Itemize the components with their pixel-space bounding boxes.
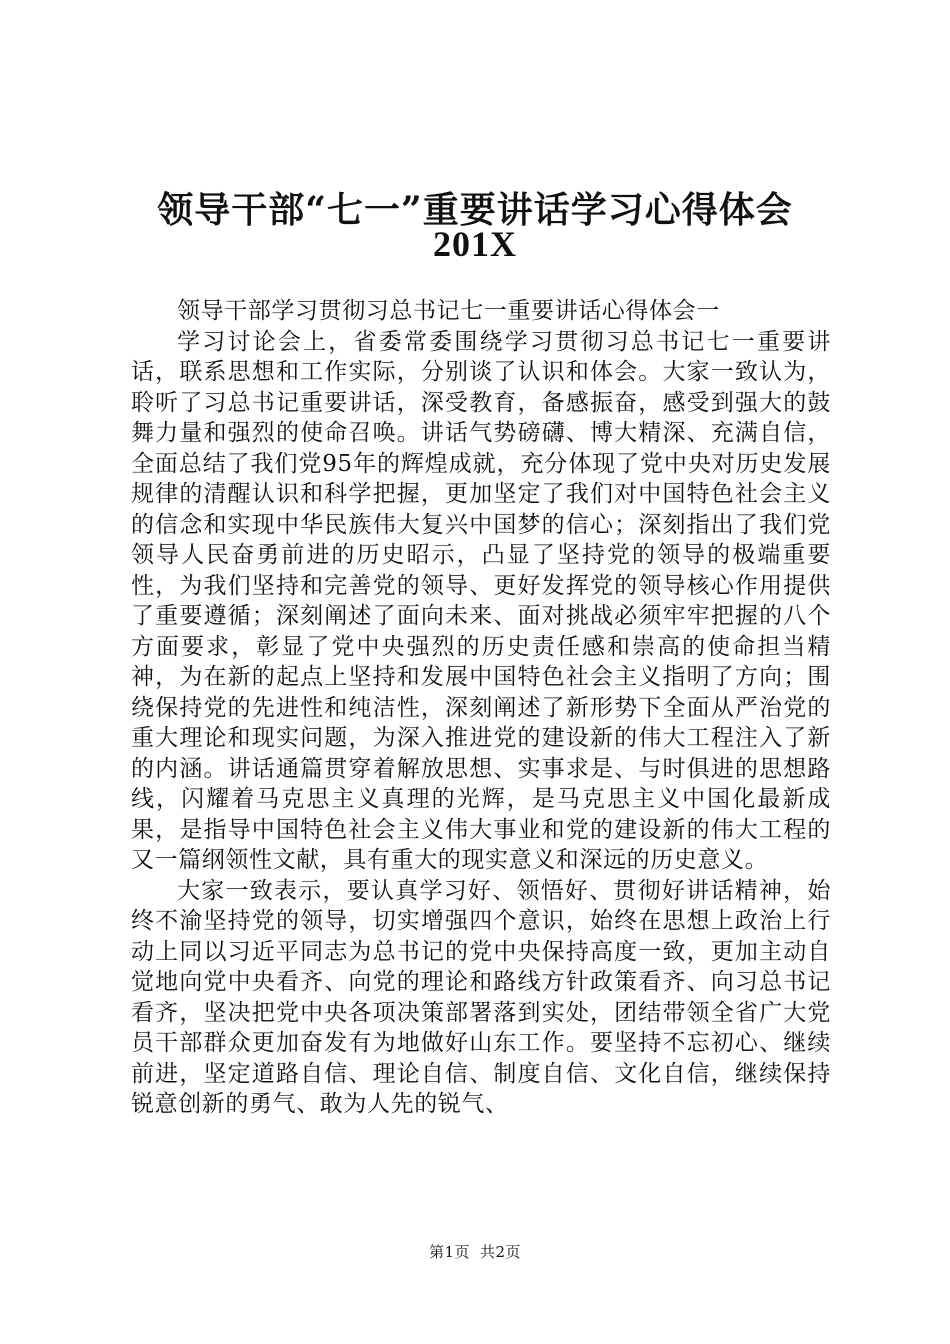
paragraph-subtitle: 领导干部学习贯彻习总书记七一重要讲话心得体会一 <box>177 298 720 324</box>
page-number-current: 第1页 <box>428 1243 470 1261</box>
document-body <box>131 296 831 1120</box>
paragraph: 学习讨论会上，省委常委围绕学习贯彻习总书记七一重要讲话，联系思想和工作实际，分别谈了认识和体会。大家一致认为，聆听了习总书记重要讲话，深受教育，备感振奋，感受到强大的鼓舞力量和强烈的使命召唤。讲话气势磅礴、博大精深、充满自信，全面总结了我们党95年的辉煌成就，充分体现了党中央对历史发展规律的清醒认识和科学把握，更加坚定了我们对中国特色社会主义的信念和实现中华民族伟大复兴中国梦的信心；深刻指出了我们党领导人民奋勇前进的历史昭示，凸显了坚持党的领导的极端重要性，为我们坚持和完善党的领导、更好发挥党的领导核心作用提供了重要遵循；深刻阐述了面向未来、面对挑战必须牢牢把握的八个方面要求，彰显了党中央强烈的历史责任感和崇高的使命担当精神，为在新的起点上坚持和发展中国特色社会主义指明了方向；围绕保持党的先进性和纯洁性，深刻阐述了新形势下全面从严治党的重大理论和现实问题，为深入推进党的建设新的伟大工程注入了新的内涵。讲话通篇贯穿着解放思想、实事求是、与时俱进的思想路线，闪耀着马克思主义真理的光辉，是马克思主义中国化最新成果，是指导中国特色社会主义伟大事业和党的建设新的伟大工程的又一篇纲领性文献，具有重大的现实意义和深远的历史意义。 <box>131 328 831 873</box>
document-title: 领导干部“七一”重要讲话学习心得体会 <box>157 189 793 231</box>
paragraph: 大家一致表示，要认真学习好、领悟好、贯彻好讲话精神，始终不渝坚持党的领导，切实增强四个意识，始终在思想上政治上行动上同以习近平同志为总书记的党中央保持高度一致，更加主动自觉地向党中央看齐、向党的理论和路线方针政策看齐、向习总书记看齐，坚决把党中央各项决策部署落到实处，团结带领全省广大党员干部群众更加奋发有为地做好山东工作。要坚持不忘初心、继续前进，坚定道路自信、理论自信、制度自信、文化自信，继续保持锐意创新的勇气、敢为人先的锐气、 <box>131 877 831 1117</box>
document-title-year: 201X <box>433 224 517 264</box>
page-number-total: 共2页 <box>480 1243 522 1261</box>
page-footer <box>0 1242 950 1262</box>
